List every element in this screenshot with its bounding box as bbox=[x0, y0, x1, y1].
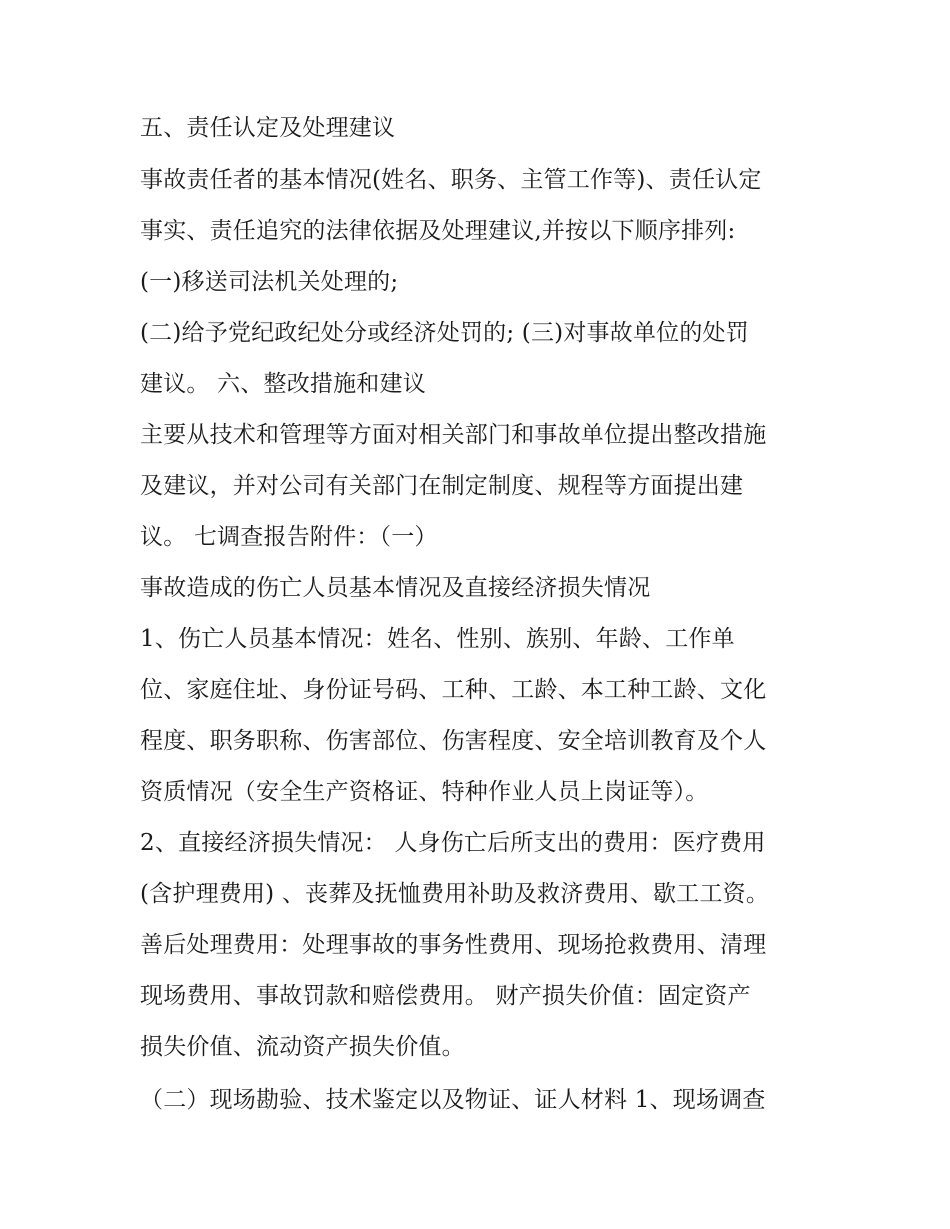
paragraph-line: 事实、责任追究的法律依据及处理建议,并按以下顺序排列: bbox=[140, 218, 736, 244]
section-heading-5: 五、责任认定及处理建议 bbox=[140, 115, 396, 141]
paragraph-line: 事故责任者的基本情况(姓名、职务、主管工作等)、责任认定 bbox=[140, 167, 762, 193]
paragraph-line: 议。 七调查报告附件：（一） bbox=[140, 524, 438, 550]
paragraph-line: 2、直接经济损失情况： 人身伤亡后所支出的费用：医疗费用 bbox=[140, 830, 766, 856]
paragraph-line: (二)给予党纪政纪处分或经济处罚的; (三)对事故单位的处罚 bbox=[140, 320, 749, 346]
paragraph-line: 现场费用、事故罚款和赔偿费用。 财产损失价值：固定资产 bbox=[140, 983, 751, 1009]
paragraph-line: 程度、职务职称、伤害部位、伤害程度、安全培训教育及个人 bbox=[140, 728, 767, 754]
paragraph-line: 1、伤亡人员基本情况：姓名、性别、族别、年龄、工作单 bbox=[140, 626, 735, 652]
paragraph-line: (一)移送司法机关处理的; bbox=[140, 269, 399, 295]
paragraph-line: 善后处理费用：处理事故的事务性费用、现场抢救费用、清理 bbox=[140, 932, 767, 958]
paragraph-line: 位、家庭住址、身份证号码、工种、工龄、本工种工龄、文化 bbox=[140, 677, 767, 703]
paragraph-line: 建议。 六、整改措施和建议 bbox=[140, 371, 426, 397]
paragraph-line: 损失价值、流动资产损失价值。 bbox=[140, 1034, 465, 1060]
paragraph-line: 事故造成的伤亡人员基本情况及直接经济损失情况 bbox=[140, 575, 651, 601]
paragraph-line: 及建议，并对公司有关部门在制定制度、规程等方面提出建 bbox=[140, 473, 744, 499]
paragraph-line: (含护理费用) 、丧葬及抚恤费用补助及救济费用、歇工工资。 bbox=[140, 881, 770, 907]
paragraph-line: 资质情况（安全生产资格证、特种作业人员上岗证等）。 bbox=[140, 779, 709, 805]
paragraph-line: 主要从技术和管理等方面对相关部门和事故单位提出整改措施 bbox=[140, 422, 767, 448]
paragraph-line: （二）现场勘验、技术鉴定以及物证、证人材料 1、现场调查 bbox=[140, 1087, 766, 1113]
